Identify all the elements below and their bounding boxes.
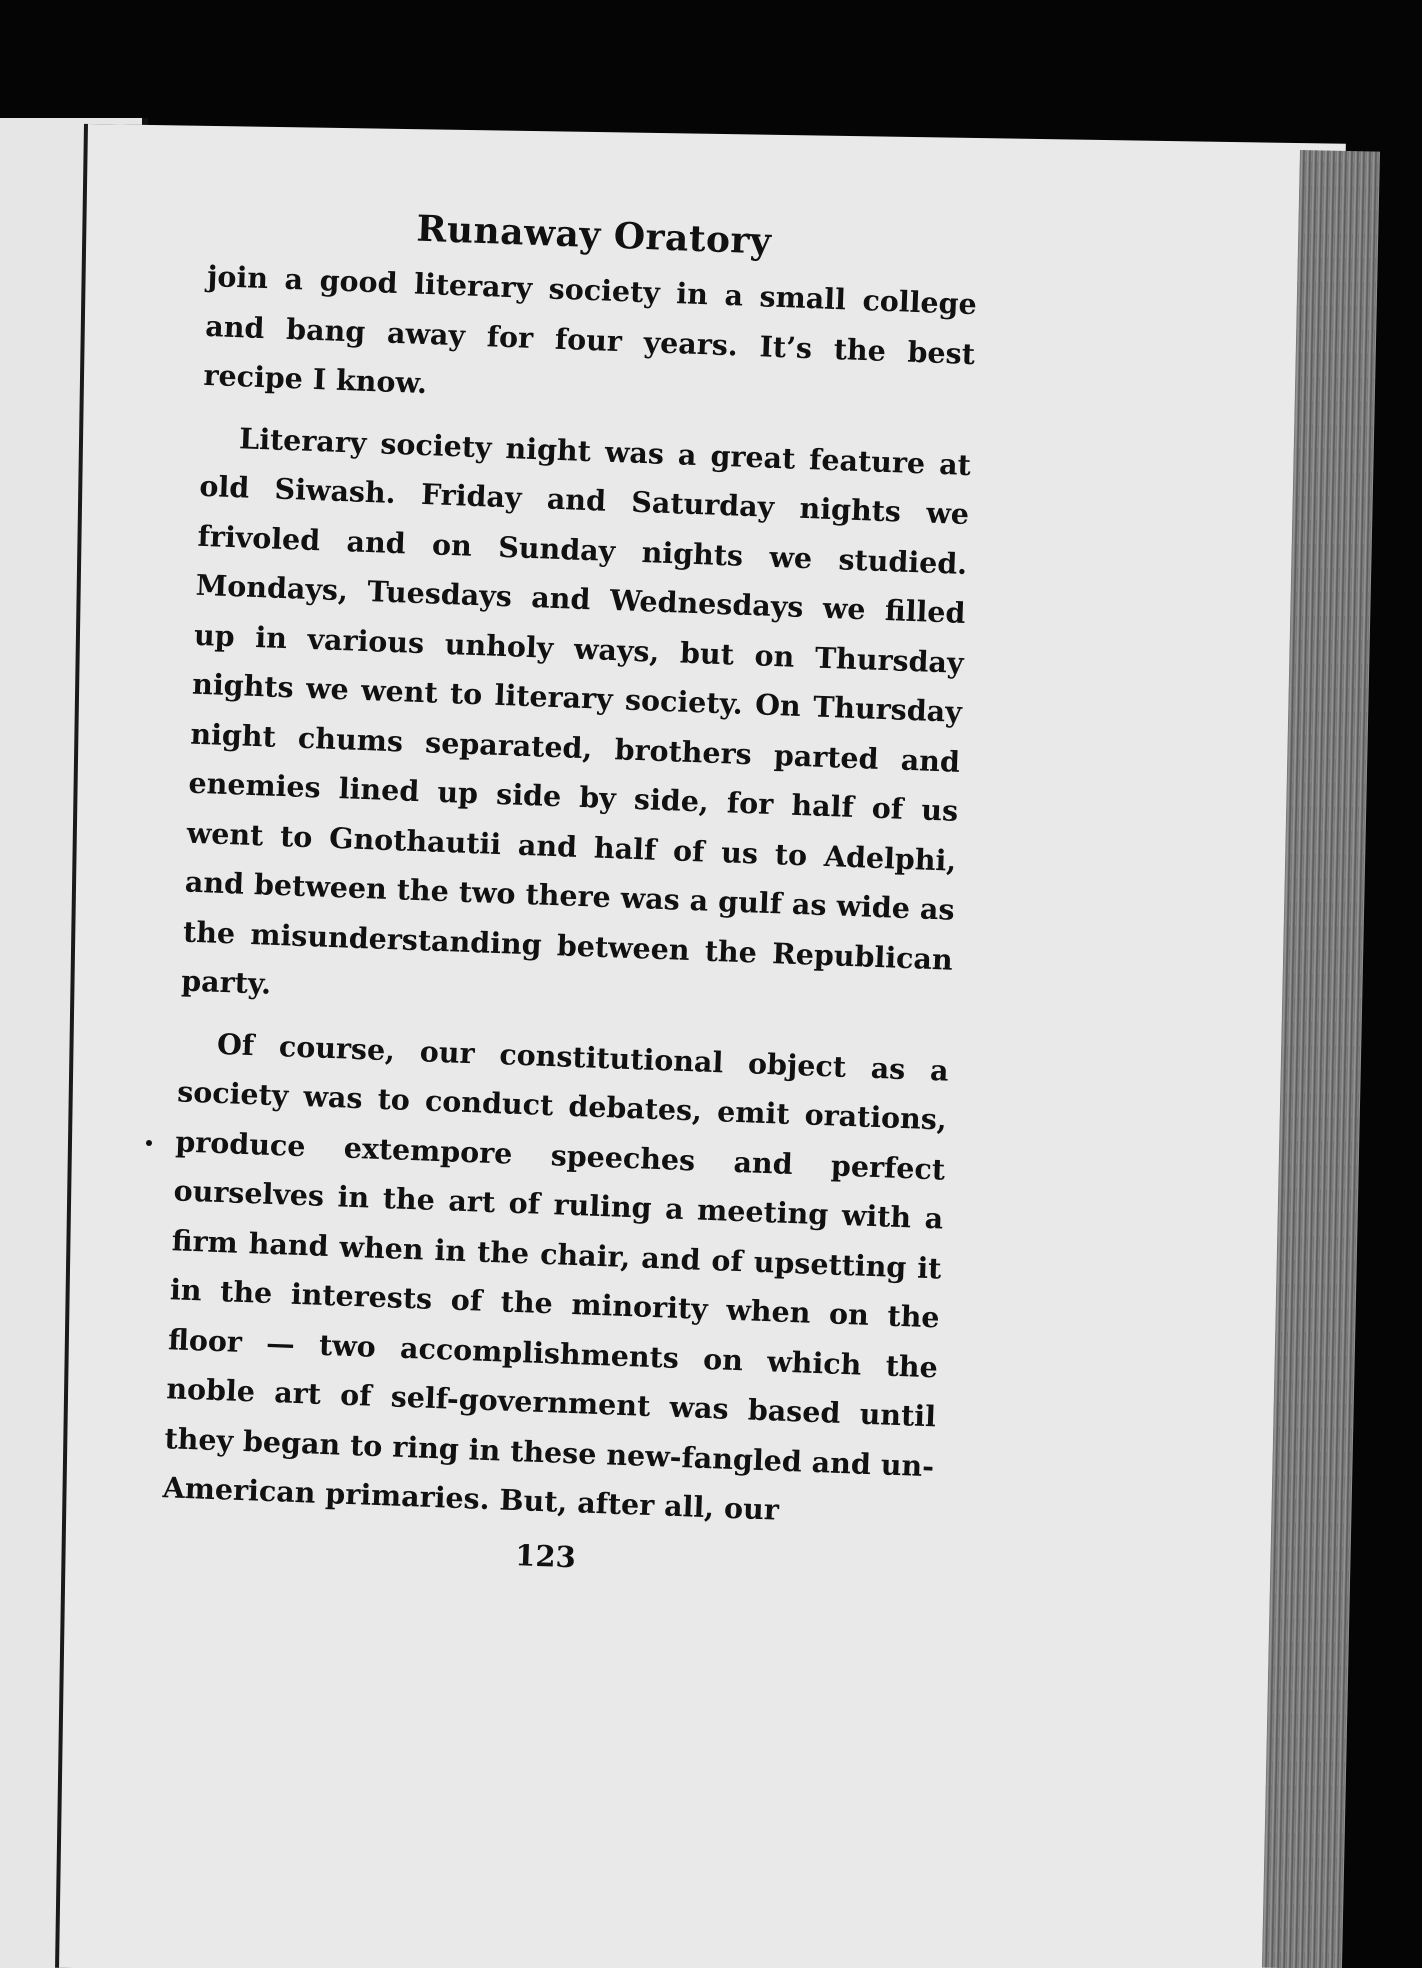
paragraph-1: join a good literary society in a small college and bang away for four years. It’s the best recipe I know. xyxy=(202,258,978,401)
paragraph-2: Literary society night was a great feature at old Siwash. Friday and Saturday nights we frivoled and on Sunday nights we studied. Mondays, Tuesdays and Wednesdays we filled up in various unholy ways, but on Thursday nights we went to literary society. On Thursday night chums separated, brothers parted and enemies lined up side by side, for half of us went to Gnothautii and half of us to Adelphi, and between the two there was a gulf as wide as the misunderstanding between the Republican party. xyxy=(180,420,972,1001)
page-number: 123 xyxy=(514,1537,577,1574)
running-head: Runaway Oratory xyxy=(415,207,773,263)
paragraph-3: Of course, our constitutional object as a society was to conduct debates, emit orations, produce extempore speeches and perfect ourselves in the art of ruling a meeting with a firm hand when in the chair, and of upsetting it in the interests of the minority when on the floor — two accomplishments on which the noble art of self-government was based until they began to ring in these new-fangled and un-American primaries. But, after all, our xyxy=(162,1026,950,1527)
page-text xyxy=(160,200,979,1587)
ink-speck xyxy=(146,1140,152,1146)
